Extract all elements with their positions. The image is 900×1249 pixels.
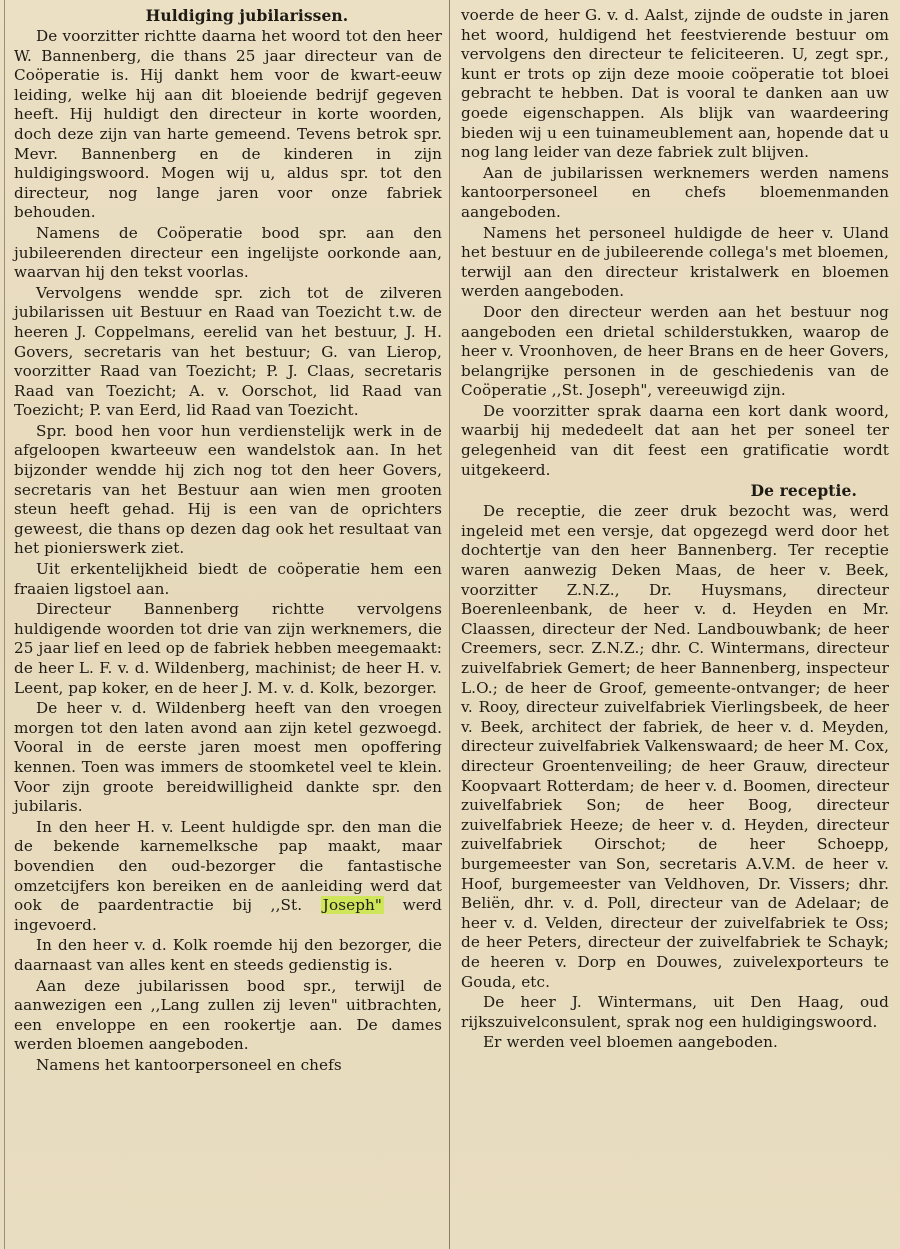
paragraph: Namens de Coöperatie bood spr. aan den jubileerenden directeur een ingelijste oorkonde aan, waarvan hij den tekst voorlas. — [14, 223, 442, 282]
paragraph: Namens het personeel huldigde de heer v. Uland het bestuur en de jubileerende collega's met bloemen, terwijl aan den directeur kristalwerk en bloemen werden aangeboden. — [461, 223, 889, 301]
paragraph: In den heer v. d. Kolk roemde hij den bezorger, die daarnaast van alles kent en steeds gedienstig is. — [14, 936, 442, 974]
paragraph: De receptie, die zeer druk bezocht was, werd ingeleid met een versje, dat opgezegd werd door het dochtertje van den heer Bannenberg. Ter receptie waren aanwezig Deken Maas, de heer v. Beek, voorzitter Z.N.Z., Dr. Huysmans, directeur Boerenleenbank, de heer v. d. Heyden en Mr. Claassen, directeur der Ned. Landbouwbank; de heer Creemers, secr. Z.N.Z.; dhr. C. Wintermans, directeur zuivelfabriek Gemert; de heer Bannenberg, inspecteur L.O.; de heer de Groof, gemeente-ontvanger; de heer v. Rooy, directeur zuivelfabriek Vierlingsbeek, de heer v. Beek, architect der fabriek, de heer v. d. Meyden, directeur zuivelfabriek Valkenswaard; de heer M. Cox, directeur Groentenveiling; de heer Grauw, directeur Koopvaart Rotterdam; de heer v. d. Boomen, directeur zuivelfabriek Son; de heer Boog, directeur zuivelfabriek Heeze; de heer v. d. Heyden, directeur zuivelfabriek Oirschot; de heer Schoepp, burgemeester van Son, secretaris A.V.M. de heer v. Hoof, burgemeester van Veldhoven, Dr. Vissers; dhr. Beliën, dhr. v. d. Poll, directeur van de Adelaar; de heer v. d. Velden, directeur der zuivelfabriek te Oss; de heer Peters, directeur der zuivelfabriek te Schayk; de heeren v. Dorp en Douwes, zuivelexporteurs te Gouda, etc. — [461, 502, 889, 991]
section-heading-huldiging: Huldiging jubilarissen. — [145, 6, 349, 25]
page-edge-rule — [4, 0, 5, 1249]
section-heading-receptie: De receptie. — [750, 481, 857, 501]
left-column — [14, 6, 442, 1076]
paragraph: Spr. bood hen voor hun verdienstelijk werk in de afgeloopen kwarteeuw een wandelstok aan. In het bijzonder wendde hij zich nog tot den heer Govers, secretaris van het Bestuur aan wien men grooten steun heeft gehad. Hij is een van de oprichters geweest, die thans op dezen dag ook het resultaat van het pionierswerk ziet. — [14, 421, 442, 558]
column-divider — [449, 0, 450, 1249]
paragraph-with-highlight — [14, 818, 442, 936]
paragraph: De voorzitter sprak daarna een kort dank woord, waarbij hij mededeelt dat aan het per soneel ter gelegenheid van dit feest een gratificatie wordt uitgekeerd. — [461, 401, 889, 479]
paragraph-continued: voerde de heer G. v. d. Aalst, zijnde de oudste in jaren het woord, huldigend het feestvierende bestuur om vervolgens den directeur te feliciteeren. U, zegt spr., kunt er trots op zijn deze mooie coöperatie tot bloei gebracht te hebben. Dat is vooral te danken aan uw goede eigenschappen. Als blijk van waardeering bieden wij u een tuinameublement aan, hopende dat u nog lang leider van deze fabriek zult blijven. — [461, 6, 889, 162]
paragraph: De heer v. d. Wildenberg heeft van den vroegen morgen tot den laten avond aan zijn ketel gezwoegd. Vooral in de eerste jaren moest men opoffering kennen. Toen was immers de stoomketel veel te klein. Voor zijn groote bereidwilligheid dankte spr. den jubilaris. — [14, 699, 442, 816]
paragraph: Directeur Bannenberg richtte vervolgens huldigende woorden tot drie van zijn werknemers, die 25 jaar lief en leed op de fabriek hebben meegemaakt: de heer L. F. v. d. Wildenberg, machinist; de heer H. v. Leent, pap koker, en de heer J. M. v. d. Kolk, bezorger. — [14, 600, 442, 697]
text-run: In den heer H. v. Leent huldigde spr. den man die de bekende karnemelksche pap maakt, maar bovendien den oud-bezorger die fantastische omzetcijfers kon bereiken en de aanleiding werd dat ook de paardentractie bij ,,St. — [14, 817, 442, 915]
paragraph: Namens het kantoorpersoneel en chefs — [36, 1055, 342, 1074]
paragraph: Er werden veel bloemen aangeboden. — [483, 1033, 778, 1052]
paragraph: Door den directeur werden aan het bestuur nog aangeboden een drietal schilderstukken, waarop de heer v. Vroonhoven, de heer Brans en de heer Govers, belangrijke personen in de geschiedenis van de Coöperatie ,,St. Joseph", vereeuwigd zijn. — [461, 302, 889, 400]
highlighted-term: Joseph" — [322, 896, 382, 915]
paragraph: Aan de jubilarissen werknemers werden namens kantoorpersoneel en chefs bloemenmanden aangeboden. — [461, 163, 889, 221]
paragraph: De voorzitter richtte daarna het woord tot den heer W. Bannenberg, die thans 25 jaar directeur van de Coöperatie is. Hij dankt hem voor de kwart-eeuw leiding, welke hij aan dit bloeiende bedrijf gegeven heeft. Hij huldigt den directeur in korte woorden, doch deze zijn van harte gemeend. Tevens betrok spr. Mevr. Bannenberg en de kinderen in zijn huldigingswoord. Mogen wij u, aldus spr. tot den directeur, nog lange jaren voor onze fabriek behouden. — [14, 27, 442, 222]
text-run: werd ingevoerd. — [14, 896, 442, 934]
paragraph: Vervolgens wendde spr. zich tot de zilveren jubilarissen uit Bestuur en Raad van Toezicht t.w. de heeren J. Coppelmans, eerelid van het bestuur, J. H. Govers, secretaris van het bestuur; G. van Lierop, voorzitter Raad van Toezicht; P. J. Claas, secretaris Raad van Toezicht; A. v. Oorschot, lid Raad van Toezicht; P. van Eerd, lid Raad van Toezicht. — [14, 283, 442, 420]
right-column — [461, 6, 889, 1054]
paragraph: De heer J. Wintermans, uit Den Haag, oud rijkszuivelconsulent, sprak nog een huldigingswoord. — [461, 993, 889, 1031]
paragraph: Uit erkentelijkheid biedt de coöperatie hem een fraaien ligstoel aan. — [14, 560, 442, 598]
paragraph: Aan deze jubilarissen bood spr., terwijl de aanwezigen een ,,Lang zullen zij leven" uitbrachten, een enveloppe en een rookertje aan. De dames werden bloemen aangeboden. — [14, 976, 442, 1054]
